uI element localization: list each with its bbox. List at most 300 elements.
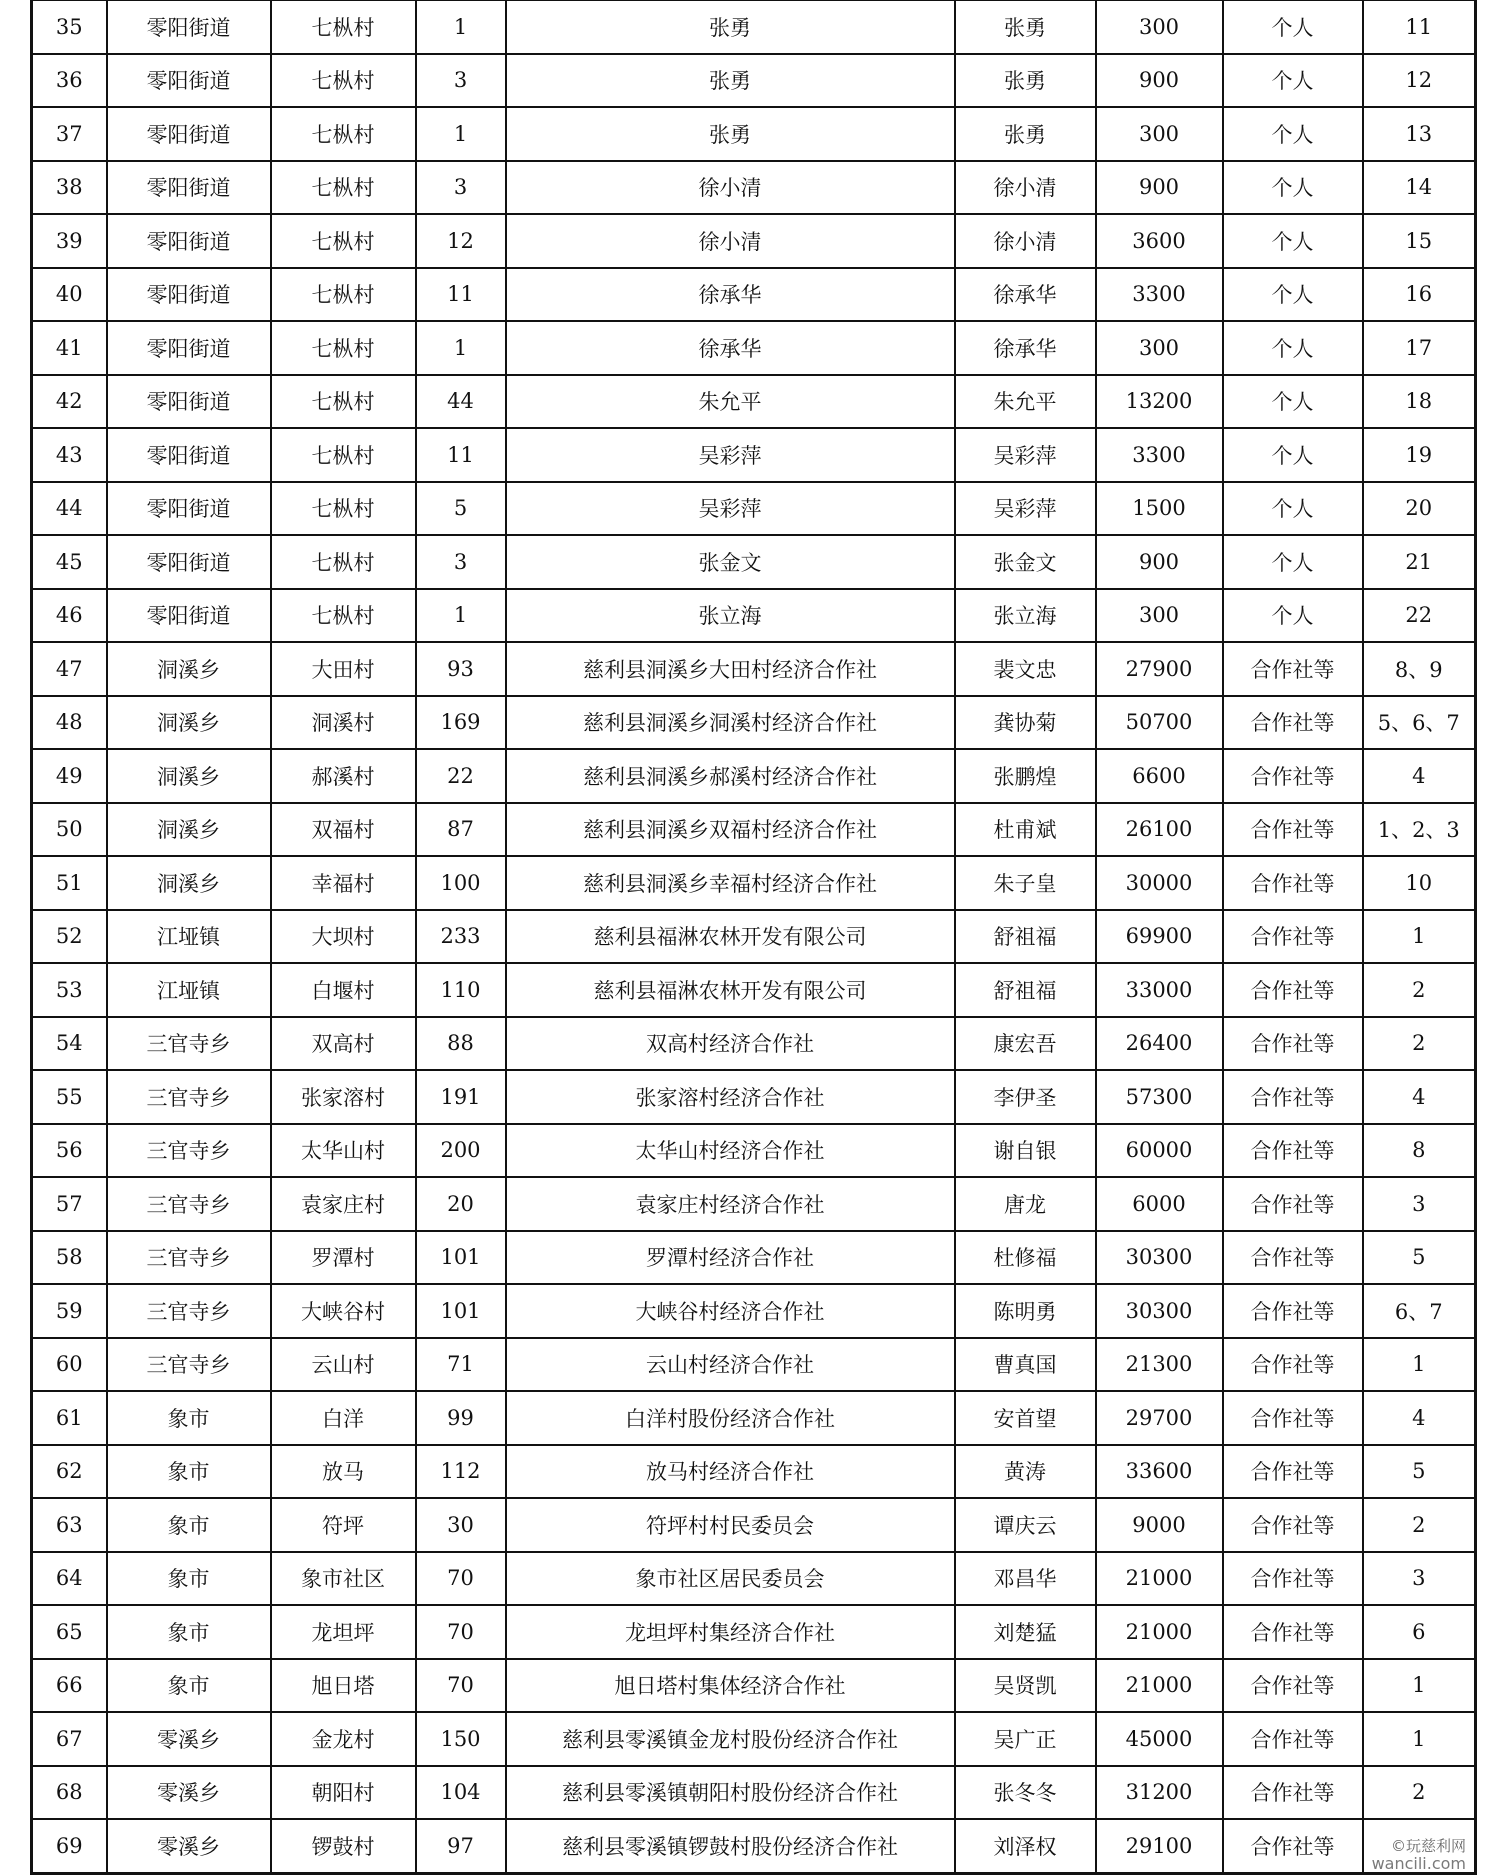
cell-village: 七枞村 bbox=[271, 535, 416, 589]
cell-amount: 50700 bbox=[1096, 696, 1223, 750]
cell-category: 合作社等 bbox=[1223, 1659, 1363, 1713]
cell-plot-numbers: 14 bbox=[1363, 161, 1476, 215]
cell-amount: 300 bbox=[1096, 589, 1223, 643]
cell-amount: 1500 bbox=[1096, 482, 1223, 536]
cell-township: 零阳街道 bbox=[107, 589, 271, 643]
cell-entity-name: 慈利县洞溪乡幸福村经济合作社 bbox=[506, 856, 955, 910]
cell-contact-person: 张勇 bbox=[955, 107, 1096, 161]
cell-plot-numbers: 12 bbox=[1363, 54, 1476, 108]
cell-village: 七枞村 bbox=[271, 321, 416, 375]
cell-contact-person: 刘楚猛 bbox=[955, 1605, 1096, 1659]
cell-amount: 30300 bbox=[1096, 1231, 1223, 1285]
cell-amount: 300 bbox=[1096, 1, 1223, 54]
cell-category: 合作社等 bbox=[1223, 749, 1363, 803]
cell-entity-name: 象市社区居民委员会 bbox=[506, 1552, 955, 1606]
cell-serial-no: 66 bbox=[32, 1659, 107, 1713]
cell-category: 合作社等 bbox=[1223, 1552, 1363, 1606]
cell-contact-person: 杜甫斌 bbox=[955, 803, 1096, 857]
cell-entity-name: 慈利县零溪镇金龙村股份经济合作社 bbox=[506, 1712, 955, 1766]
cell-amount: 900 bbox=[1096, 161, 1223, 215]
cell-amount: 45000 bbox=[1096, 1712, 1223, 1766]
cell-township: 江垭镇 bbox=[107, 910, 271, 964]
table-row bbox=[32, 749, 1476, 803]
cell-serial-no: 44 bbox=[32, 482, 107, 536]
cell-serial-no: 64 bbox=[32, 1552, 107, 1606]
cell-entity-name: 龙坦坪村集经济合作社 bbox=[506, 1605, 955, 1659]
cell-plot-numbers: 2 bbox=[1363, 1017, 1476, 1071]
cell-village: 郝溪村 bbox=[271, 749, 416, 803]
cell-quantity: 3 bbox=[416, 161, 506, 215]
cell-township: 零阳街道 bbox=[107, 214, 271, 268]
cell-category: 合作社等 bbox=[1223, 696, 1363, 750]
cell-serial-no: 63 bbox=[32, 1498, 107, 1552]
cell-amount: 26400 bbox=[1096, 1017, 1223, 1071]
cell-quantity: 104 bbox=[416, 1766, 506, 1820]
cell-village: 大坝村 bbox=[271, 910, 416, 964]
cell-category: 合作社等 bbox=[1223, 642, 1363, 696]
cell-quantity: 112 bbox=[416, 1445, 506, 1499]
cell-serial-no: 62 bbox=[32, 1445, 107, 1499]
cell-township: 零溪乡 bbox=[107, 1712, 271, 1766]
cell-village: 七枞村 bbox=[271, 268, 416, 322]
cell-township: 零阳街道 bbox=[107, 54, 271, 108]
cell-quantity: 44 bbox=[416, 375, 506, 429]
cell-serial-no: 48 bbox=[32, 696, 107, 750]
cell-quantity: 191 bbox=[416, 1070, 506, 1124]
cell-serial-no: 68 bbox=[32, 1766, 107, 1820]
cell-entity-name: 吴彩萍 bbox=[506, 428, 955, 482]
cell-contact-person: 朱允平 bbox=[955, 375, 1096, 429]
cell-entity-name: 双高村经济合作社 bbox=[506, 1017, 955, 1071]
cell-township: 象市 bbox=[107, 1498, 271, 1552]
cell-entity-name: 张金文 bbox=[506, 535, 955, 589]
cell-entity-name: 吴彩萍 bbox=[506, 482, 955, 536]
cell-category: 合作社等 bbox=[1223, 963, 1363, 1017]
cell-amount: 30000 bbox=[1096, 856, 1223, 910]
table-row bbox=[32, 1766, 1476, 1820]
cell-plot-numbers: 5 bbox=[1363, 1445, 1476, 1499]
cell-township: 三官寺乡 bbox=[107, 1284, 271, 1338]
cell-category: 个人 bbox=[1223, 589, 1363, 643]
cell-village: 放马 bbox=[271, 1445, 416, 1499]
cell-contact-person: 舒祖福 bbox=[955, 910, 1096, 964]
cell-amount: 33600 bbox=[1096, 1445, 1223, 1499]
cell-amount: 21300 bbox=[1096, 1338, 1223, 1392]
cell-village: 朝阳村 bbox=[271, 1766, 416, 1820]
cell-village: 幸福村 bbox=[271, 856, 416, 910]
cell-plot-numbers: 22 bbox=[1363, 589, 1476, 643]
cell-contact-person: 张冬冬 bbox=[955, 1766, 1096, 1820]
cell-township: 零溪乡 bbox=[107, 1766, 271, 1820]
cell-entity-name: 徐小清 bbox=[506, 161, 955, 215]
cell-entity-name: 符坪村村民委员会 bbox=[506, 1498, 955, 1552]
cell-township: 零阳街道 bbox=[107, 428, 271, 482]
cell-amount: 30300 bbox=[1096, 1284, 1223, 1338]
cell-amount: 13200 bbox=[1096, 375, 1223, 429]
cell-category: 个人 bbox=[1223, 321, 1363, 375]
cell-amount: 21000 bbox=[1096, 1605, 1223, 1659]
cell-village: 七枞村 bbox=[271, 428, 416, 482]
cell-plot-numbers: 2 bbox=[1363, 963, 1476, 1017]
cell-plot-numbers: 13 bbox=[1363, 107, 1476, 161]
table-row bbox=[32, 696, 1476, 750]
cell-category: 个人 bbox=[1223, 161, 1363, 215]
cell-quantity: 200 bbox=[416, 1124, 506, 1178]
cell-township: 三官寺乡 bbox=[107, 1124, 271, 1178]
cell-quantity: 11 bbox=[416, 268, 506, 322]
cell-village: 白洋 bbox=[271, 1391, 416, 1445]
table-row bbox=[32, 321, 1476, 375]
cell-contact-person: 张金文 bbox=[955, 535, 1096, 589]
table-row bbox=[32, 107, 1476, 161]
cell-quantity: 97 bbox=[416, 1819, 506, 1873]
cell-entity-name: 慈利县洞溪乡洞溪村经济合作社 bbox=[506, 696, 955, 750]
table-row bbox=[32, 1445, 1476, 1499]
cell-township: 三官寺乡 bbox=[107, 1177, 271, 1231]
cell-serial-no: 57 bbox=[32, 1177, 107, 1231]
cell-village: 七枞村 bbox=[271, 54, 416, 108]
table-row bbox=[32, 1177, 1476, 1231]
cell-plot-numbers: 1 bbox=[1363, 1659, 1476, 1713]
cell-serial-no: 55 bbox=[32, 1070, 107, 1124]
watermark-url: wancili.com bbox=[1371, 1853, 1466, 1873]
cell-contact-person: 徐小清 bbox=[955, 214, 1096, 268]
cell-entity-name: 张家溶村经济合作社 bbox=[506, 1070, 955, 1124]
cell-township: 洞溪乡 bbox=[107, 856, 271, 910]
cell-entity-name: 慈利县福淋农林开发有限公司 bbox=[506, 963, 955, 1017]
cell-township: 三官寺乡 bbox=[107, 1231, 271, 1285]
cell-serial-no: 54 bbox=[32, 1017, 107, 1071]
cell-contact-person: 裴文忠 bbox=[955, 642, 1096, 696]
cell-contact-person: 吴彩萍 bbox=[955, 482, 1096, 536]
cell-category: 合作社等 bbox=[1223, 1231, 1363, 1285]
cell-township: 零阳街道 bbox=[107, 268, 271, 322]
cell-village: 龙坦坪 bbox=[271, 1605, 416, 1659]
cell-contact-person: 谢自银 bbox=[955, 1124, 1096, 1178]
cell-village: 七枞村 bbox=[271, 1, 416, 54]
cell-amount: 31200 bbox=[1096, 1766, 1223, 1820]
cell-contact-person: 张鹏煌 bbox=[955, 749, 1096, 803]
cell-quantity: 70 bbox=[416, 1659, 506, 1713]
cell-plot-numbers: 17 bbox=[1363, 321, 1476, 375]
cell-township: 零阳街道 bbox=[107, 161, 271, 215]
cell-amount: 900 bbox=[1096, 54, 1223, 108]
cell-category: 合作社等 bbox=[1223, 1124, 1363, 1178]
cell-category: 合作社等 bbox=[1223, 1498, 1363, 1552]
cell-serial-no: 35 bbox=[32, 1, 107, 54]
cell-serial-no: 42 bbox=[32, 375, 107, 429]
cell-township: 零溪乡 bbox=[107, 1819, 271, 1873]
table-row bbox=[32, 375, 1476, 429]
cell-category: 个人 bbox=[1223, 54, 1363, 108]
table-row bbox=[32, 856, 1476, 910]
cell-quantity: 1 bbox=[416, 107, 506, 161]
cell-village: 大田村 bbox=[271, 642, 416, 696]
cell-village: 旭日塔 bbox=[271, 1659, 416, 1713]
cell-village: 洞溪村 bbox=[271, 696, 416, 750]
cell-entity-name: 慈利县洞溪乡大田村经济合作社 bbox=[506, 642, 955, 696]
cell-quantity: 110 bbox=[416, 963, 506, 1017]
cell-plot-numbers: 11 bbox=[1363, 1, 1476, 54]
table-row bbox=[32, 963, 1476, 1017]
cell-quantity: 233 bbox=[416, 910, 506, 964]
table-row bbox=[32, 1284, 1476, 1338]
cell-township: 洞溪乡 bbox=[107, 749, 271, 803]
cell-contact-person: 朱子皇 bbox=[955, 856, 1096, 910]
cell-amount: 3300 bbox=[1096, 428, 1223, 482]
cell-entity-name: 慈利县福淋农林开发有限公司 bbox=[506, 910, 955, 964]
cell-amount: 3300 bbox=[1096, 268, 1223, 322]
cell-quantity: 101 bbox=[416, 1284, 506, 1338]
cell-contact-person: 康宏吾 bbox=[955, 1017, 1096, 1071]
cell-entity-name: 罗潭村经济合作社 bbox=[506, 1231, 955, 1285]
cell-plot-numbers: 1 bbox=[1363, 910, 1476, 964]
table-row bbox=[32, 803, 1476, 857]
cell-amount: 29100 bbox=[1096, 1819, 1223, 1873]
cell-quantity: 30 bbox=[416, 1498, 506, 1552]
cell-village: 太华山村 bbox=[271, 1124, 416, 1178]
cell-category: 合作社等 bbox=[1223, 1177, 1363, 1231]
cell-quantity: 150 bbox=[416, 1712, 506, 1766]
cell-township: 象市 bbox=[107, 1659, 271, 1713]
cell-plot-numbers: 20 bbox=[1363, 482, 1476, 536]
cell-township: 洞溪乡 bbox=[107, 803, 271, 857]
cell-township: 零阳街道 bbox=[107, 535, 271, 589]
table-row bbox=[32, 1338, 1476, 1392]
cell-quantity: 100 bbox=[416, 856, 506, 910]
cell-plot-numbers: 3 bbox=[1363, 1552, 1476, 1606]
cell-quantity: 12 bbox=[416, 214, 506, 268]
cell-category: 合作社等 bbox=[1223, 1819, 1363, 1873]
cell-village: 七枞村 bbox=[271, 375, 416, 429]
cell-serial-no: 39 bbox=[32, 214, 107, 268]
cell-serial-no: 61 bbox=[32, 1391, 107, 1445]
cell-contact-person: 黄涛 bbox=[955, 1445, 1096, 1499]
cell-amount: 29700 bbox=[1096, 1391, 1223, 1445]
cell-amount: 27900 bbox=[1096, 642, 1223, 696]
cell-contact-person: 徐承华 bbox=[955, 268, 1096, 322]
table-body bbox=[32, 1, 1476, 1874]
cell-village: 白堰村 bbox=[271, 963, 416, 1017]
data-table bbox=[30, 0, 1477, 1875]
cell-quantity: 169 bbox=[416, 696, 506, 750]
cell-plot-numbers: 2 bbox=[1363, 1766, 1476, 1820]
cell-village: 符坪 bbox=[271, 1498, 416, 1552]
cell-quantity: 3 bbox=[416, 535, 506, 589]
cell-category: 合作社等 bbox=[1223, 910, 1363, 964]
cell-contact-person: 吴彩萍 bbox=[955, 428, 1096, 482]
table-row bbox=[32, 589, 1476, 643]
cell-contact-person: 谭庆云 bbox=[955, 1498, 1096, 1552]
cell-amount: 300 bbox=[1096, 107, 1223, 161]
cell-amount: 21000 bbox=[1096, 1659, 1223, 1713]
cell-entity-name: 徐小清 bbox=[506, 214, 955, 268]
cell-township: 零阳街道 bbox=[107, 375, 271, 429]
table-row bbox=[32, 1, 1476, 54]
document-page bbox=[30, 0, 1474, 1875]
cell-village: 双福村 bbox=[271, 803, 416, 857]
cell-contact-person: 张立海 bbox=[955, 589, 1096, 643]
table-row bbox=[32, 1659, 1476, 1713]
cell-plot-numbers: 19 bbox=[1363, 428, 1476, 482]
table-row bbox=[32, 1124, 1476, 1178]
cell-plot-numbers: 6 bbox=[1363, 1605, 1476, 1659]
cell-serial-no: 43 bbox=[32, 428, 107, 482]
cell-amount: 69900 bbox=[1096, 910, 1223, 964]
cell-village: 袁家庄村 bbox=[271, 1177, 416, 1231]
cell-amount: 60000 bbox=[1096, 1124, 1223, 1178]
cell-village: 七枞村 bbox=[271, 214, 416, 268]
cell-plot-numbers: 5 bbox=[1363, 1231, 1476, 1285]
cell-quantity: 3 bbox=[416, 54, 506, 108]
cell-quantity: 70 bbox=[416, 1552, 506, 1606]
cell-serial-no: 59 bbox=[32, 1284, 107, 1338]
cell-quantity: 20 bbox=[416, 1177, 506, 1231]
cell-category: 合作社等 bbox=[1223, 1017, 1363, 1071]
cell-plot-numbers: 4 bbox=[1363, 749, 1476, 803]
table-row bbox=[32, 1231, 1476, 1285]
cell-serial-no: 51 bbox=[32, 856, 107, 910]
cell-township: 零阳街道 bbox=[107, 321, 271, 375]
table-row bbox=[32, 1391, 1476, 1445]
cell-village: 七枞村 bbox=[271, 161, 416, 215]
cell-village: 云山村 bbox=[271, 1338, 416, 1392]
table-row bbox=[32, 642, 1476, 696]
cell-plot-numbers: 4 bbox=[1363, 1391, 1476, 1445]
cell-serial-no: 60 bbox=[32, 1338, 107, 1392]
cell-township: 象市 bbox=[107, 1391, 271, 1445]
cell-quantity: 101 bbox=[416, 1231, 506, 1285]
cell-category: 合作社等 bbox=[1223, 856, 1363, 910]
cell-category: 个人 bbox=[1223, 428, 1363, 482]
cell-category: 个人 bbox=[1223, 214, 1363, 268]
cell-amount: 33000 bbox=[1096, 963, 1223, 1017]
cell-serial-no: 49 bbox=[32, 749, 107, 803]
cell-serial-no: 69 bbox=[32, 1819, 107, 1873]
table-row bbox=[32, 1017, 1476, 1071]
cell-contact-person: 龚协菊 bbox=[955, 696, 1096, 750]
cell-entity-name: 慈利县零溪镇锣鼓村股份经济合作社 bbox=[506, 1819, 955, 1873]
cell-plot-numbers: 1 bbox=[1363, 1712, 1476, 1766]
cell-serial-no: 46 bbox=[32, 589, 107, 643]
cell-township: 三官寺乡 bbox=[107, 1017, 271, 1071]
cell-entity-name: 张勇 bbox=[506, 1, 955, 54]
cell-plot-numbers: 8、9 bbox=[1363, 642, 1476, 696]
table-row bbox=[32, 482, 1476, 536]
cell-entity-name: 放马村经济合作社 bbox=[506, 1445, 955, 1499]
cell-amount: 300 bbox=[1096, 321, 1223, 375]
cell-entity-name: 朱允平 bbox=[506, 375, 955, 429]
cell-entity-name: 张勇 bbox=[506, 54, 955, 108]
table-row bbox=[32, 1070, 1476, 1124]
cell-township: 洞溪乡 bbox=[107, 642, 271, 696]
cell-village: 双高村 bbox=[271, 1017, 416, 1071]
cell-contact-person: 徐小清 bbox=[955, 161, 1096, 215]
cell-plot-numbers: 6、7 bbox=[1363, 1284, 1476, 1338]
cell-plot-numbers: 8 bbox=[1363, 1124, 1476, 1178]
table-row bbox=[32, 1712, 1476, 1766]
table-row bbox=[32, 535, 1476, 589]
cell-township: 零阳街道 bbox=[107, 107, 271, 161]
cell-plot-numbers: 10 bbox=[1363, 856, 1476, 910]
cell-serial-no: 65 bbox=[32, 1605, 107, 1659]
cell-amount: 57300 bbox=[1096, 1070, 1223, 1124]
cell-village: 张家溶村 bbox=[271, 1070, 416, 1124]
cell-contact-person: 吴贤凯 bbox=[955, 1659, 1096, 1713]
cell-serial-no: 52 bbox=[32, 910, 107, 964]
cell-serial-no: 58 bbox=[32, 1231, 107, 1285]
cell-village: 七枞村 bbox=[271, 589, 416, 643]
cell-village: 锣鼓村 bbox=[271, 1819, 416, 1873]
table-row bbox=[32, 1498, 1476, 1552]
cell-contact-person: 吴广正 bbox=[955, 1712, 1096, 1766]
cell-village: 象市社区 bbox=[271, 1552, 416, 1606]
cell-contact-person: 徐承华 bbox=[955, 321, 1096, 375]
cell-serial-no: 38 bbox=[32, 161, 107, 215]
watermark bbox=[1372, 1838, 1466, 1872]
cell-contact-person: 安首望 bbox=[955, 1391, 1096, 1445]
cell-quantity: 1 bbox=[416, 321, 506, 375]
cell-plot-numbers: 21 bbox=[1363, 535, 1476, 589]
table-row bbox=[32, 268, 1476, 322]
cell-quantity: 70 bbox=[416, 1605, 506, 1659]
cell-plot-numbers: 2 bbox=[1363, 1498, 1476, 1552]
cell-quantity: 99 bbox=[416, 1391, 506, 1445]
cell-village: 金龙村 bbox=[271, 1712, 416, 1766]
cell-plot-numbers: 16 bbox=[1363, 268, 1476, 322]
cell-village: 大峡谷村 bbox=[271, 1284, 416, 1338]
cell-quantity: 71 bbox=[416, 1338, 506, 1392]
cell-quantity: 11 bbox=[416, 428, 506, 482]
cell-quantity: 1 bbox=[416, 589, 506, 643]
cell-amount: 6600 bbox=[1096, 749, 1223, 803]
cell-serial-no: 53 bbox=[32, 963, 107, 1017]
cell-entity-name: 白洋村股份经济合作社 bbox=[506, 1391, 955, 1445]
cell-plot-numbers: 18 bbox=[1363, 375, 1476, 429]
cell-category: 合作社等 bbox=[1223, 1338, 1363, 1392]
table-row bbox=[32, 214, 1476, 268]
cell-entity-name: 大峡谷村经济合作社 bbox=[506, 1284, 955, 1338]
cell-contact-person: 张勇 bbox=[955, 1, 1096, 54]
cell-entity-name: 慈利县洞溪乡郝溪村经济合作社 bbox=[506, 749, 955, 803]
table-row bbox=[32, 1605, 1476, 1659]
cell-township: 象市 bbox=[107, 1445, 271, 1499]
watermark-title: ©玩慈利网 bbox=[1390, 1837, 1466, 1856]
cell-category: 合作社等 bbox=[1223, 1391, 1363, 1445]
cell-township: 零阳街道 bbox=[107, 1, 271, 54]
cell-village: 罗潭村 bbox=[271, 1231, 416, 1285]
table-row bbox=[32, 1552, 1476, 1606]
cell-quantity: 88 bbox=[416, 1017, 506, 1071]
cell-village: 七枞村 bbox=[271, 482, 416, 536]
cell-entity-name: 慈利县洞溪乡双福村经济合作社 bbox=[506, 803, 955, 857]
cell-plot-numbers: 3 bbox=[1363, 1177, 1476, 1231]
cell-quantity: 5 bbox=[416, 482, 506, 536]
cell-entity-name: 徐承华 bbox=[506, 268, 955, 322]
cell-serial-no: 47 bbox=[32, 642, 107, 696]
cell-category: 个人 bbox=[1223, 1, 1363, 54]
cell-plot-numbers: 5、6、7 bbox=[1363, 696, 1476, 750]
cell-township: 象市 bbox=[107, 1605, 271, 1659]
cell-quantity: 22 bbox=[416, 749, 506, 803]
cell-plot-numbers: 1、2、3 bbox=[1363, 803, 1476, 857]
cell-category: 合作社等 bbox=[1223, 1712, 1363, 1766]
table-row bbox=[32, 1819, 1476, 1873]
cell-amount: 6000 bbox=[1096, 1177, 1223, 1231]
cell-township: 三官寺乡 bbox=[107, 1070, 271, 1124]
cell-category: 个人 bbox=[1223, 268, 1363, 322]
cell-contact-person: 舒祖福 bbox=[955, 963, 1096, 1017]
